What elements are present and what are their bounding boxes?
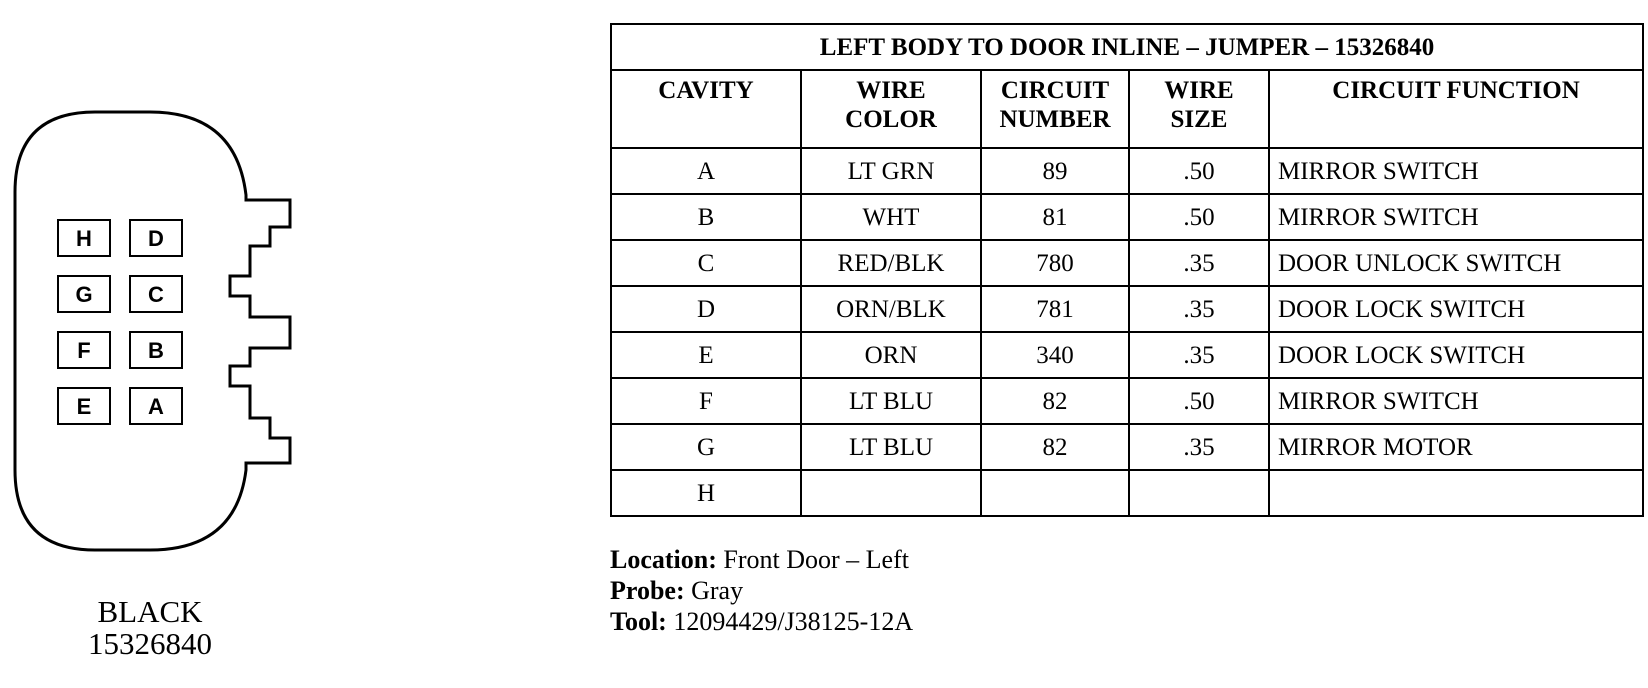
- cell-wire-color: LT BLU: [801, 378, 981, 424]
- header-cavity: [611, 70, 801, 148]
- cell-circuit-number: 82: [981, 378, 1129, 424]
- cell-circuit-number: 81: [981, 194, 1129, 240]
- connector-part-number: 15326840: [88, 626, 212, 661]
- header-line: CIRCUIT FUNCTION: [1332, 77, 1580, 104]
- cell-circuit-number: 82: [981, 424, 1129, 470]
- table-row: [611, 194, 1643, 240]
- cell-cavity: E: [611, 332, 801, 378]
- cell-circuit-function: MIRROR MOTOR: [1269, 424, 1643, 470]
- cell-wire-color: [801, 470, 981, 516]
- cell-cavity: B: [611, 194, 801, 240]
- pin-label: H: [76, 226, 92, 251]
- table-row: [611, 470, 1643, 516]
- pin-label: F: [77, 338, 91, 363]
- cell-wire-color: ORN: [801, 332, 981, 378]
- header-line: SIZE: [1170, 106, 1228, 133]
- tool-value: 12094429/J38125-12A: [673, 607, 914, 636]
- cell-circuit-function: DOOR LOCK SWITCH: [1269, 332, 1643, 378]
- cell-circuit-number: [981, 470, 1129, 516]
- pin-label: D: [148, 226, 164, 251]
- cell-circuit-number: 781: [981, 286, 1129, 332]
- cell-cavity: D: [611, 286, 801, 332]
- cell-cavity: C: [611, 240, 801, 286]
- pin-label: G: [75, 282, 93, 307]
- pin-f: [58, 332, 110, 368]
- cell-circuit-function: DOOR UNLOCK SWITCH: [1269, 240, 1643, 286]
- pinout-table: [610, 23, 1644, 517]
- cell-circuit-number: 89: [981, 148, 1129, 194]
- pin-label: C: [148, 282, 164, 307]
- connector-caption: [40, 596, 260, 660]
- pin-a: [130, 388, 182, 424]
- cell-wire-size: .50: [1129, 378, 1269, 424]
- table-row: [611, 332, 1643, 378]
- header-line: WIRE: [1164, 77, 1234, 104]
- cell-wire-color: LT GRN: [801, 148, 981, 194]
- cell-circuit-function: MIRROR SWITCH: [1269, 148, 1643, 194]
- cell-wire-size: .35: [1129, 240, 1269, 286]
- cell-wire-size: .35: [1129, 332, 1269, 378]
- pin-label: E: [76, 394, 92, 419]
- tool-label: Tool:: [610, 607, 667, 636]
- cell-wire-color: LT BLU: [801, 424, 981, 470]
- pin-h: [58, 220, 110, 256]
- cell-cavity: F: [611, 378, 801, 424]
- location-label: Location:: [610, 545, 717, 574]
- header-circuit-number: [981, 70, 1129, 148]
- cell-cavity: H: [611, 470, 801, 516]
- table-row: [611, 240, 1643, 286]
- header-line: WIRE: [856, 77, 926, 104]
- probe-label: Probe:: [610, 576, 685, 605]
- header-line: NUMBER: [999, 106, 1111, 133]
- table-row: [611, 378, 1643, 424]
- location-line: [610, 544, 913, 575]
- cell-wire-color: WHT: [801, 194, 981, 240]
- probe-value: Gray: [691, 576, 744, 605]
- table-body: [611, 148, 1643, 516]
- pin-label: B: [148, 338, 164, 363]
- cell-wire-color: ORN/BLK: [801, 286, 981, 332]
- header-line: CAVITY: [658, 77, 754, 104]
- table-header-row: [611, 70, 1643, 148]
- cell-cavity: G: [611, 424, 801, 470]
- cell-circuit-number: 340: [981, 332, 1129, 378]
- connector-info: [610, 544, 913, 637]
- cell-wire-size: .50: [1129, 148, 1269, 194]
- cell-wire-size: .35: [1129, 424, 1269, 470]
- connector-color-label: BLACK: [97, 594, 203, 629]
- table-title: LEFT BODY TO DOOR INLINE – JUMPER – 15326840: [611, 24, 1643, 70]
- header-line: CIRCUIT: [1000, 77, 1110, 104]
- cell-circuit-number: 780: [981, 240, 1129, 286]
- connector-diagram: [0, 0, 560, 688]
- cell-circuit-function: MIRROR SWITCH: [1269, 378, 1643, 424]
- pin-label: A: [148, 394, 164, 419]
- header-circuit-function: [1269, 70, 1643, 148]
- cell-wire-color: RED/BLK: [801, 240, 981, 286]
- location-value: Front Door – Left: [723, 545, 909, 574]
- header-line: COLOR: [845, 106, 937, 133]
- header-wire-size: [1129, 70, 1269, 148]
- cell-circuit-function: [1269, 470, 1643, 516]
- cell-wire-size: .50: [1129, 194, 1269, 240]
- table-row: [611, 286, 1643, 332]
- cell-circuit-function: MIRROR SWITCH: [1269, 194, 1643, 240]
- probe-line: [610, 575, 913, 606]
- pin-g: [58, 276, 110, 312]
- cell-circuit-function: DOOR LOCK SWITCH: [1269, 286, 1643, 332]
- tool-line: [610, 606, 913, 637]
- pin-c: [130, 276, 182, 312]
- pin-b: [130, 332, 182, 368]
- cell-wire-size: .35: [1129, 286, 1269, 332]
- table-row: [611, 424, 1643, 470]
- header-wire-color: [801, 70, 981, 148]
- pin-d: [130, 220, 182, 256]
- cell-wire-size: [1129, 470, 1269, 516]
- cell-cavity: A: [611, 148, 801, 194]
- table-row: [611, 148, 1643, 194]
- pin-e: [58, 388, 110, 424]
